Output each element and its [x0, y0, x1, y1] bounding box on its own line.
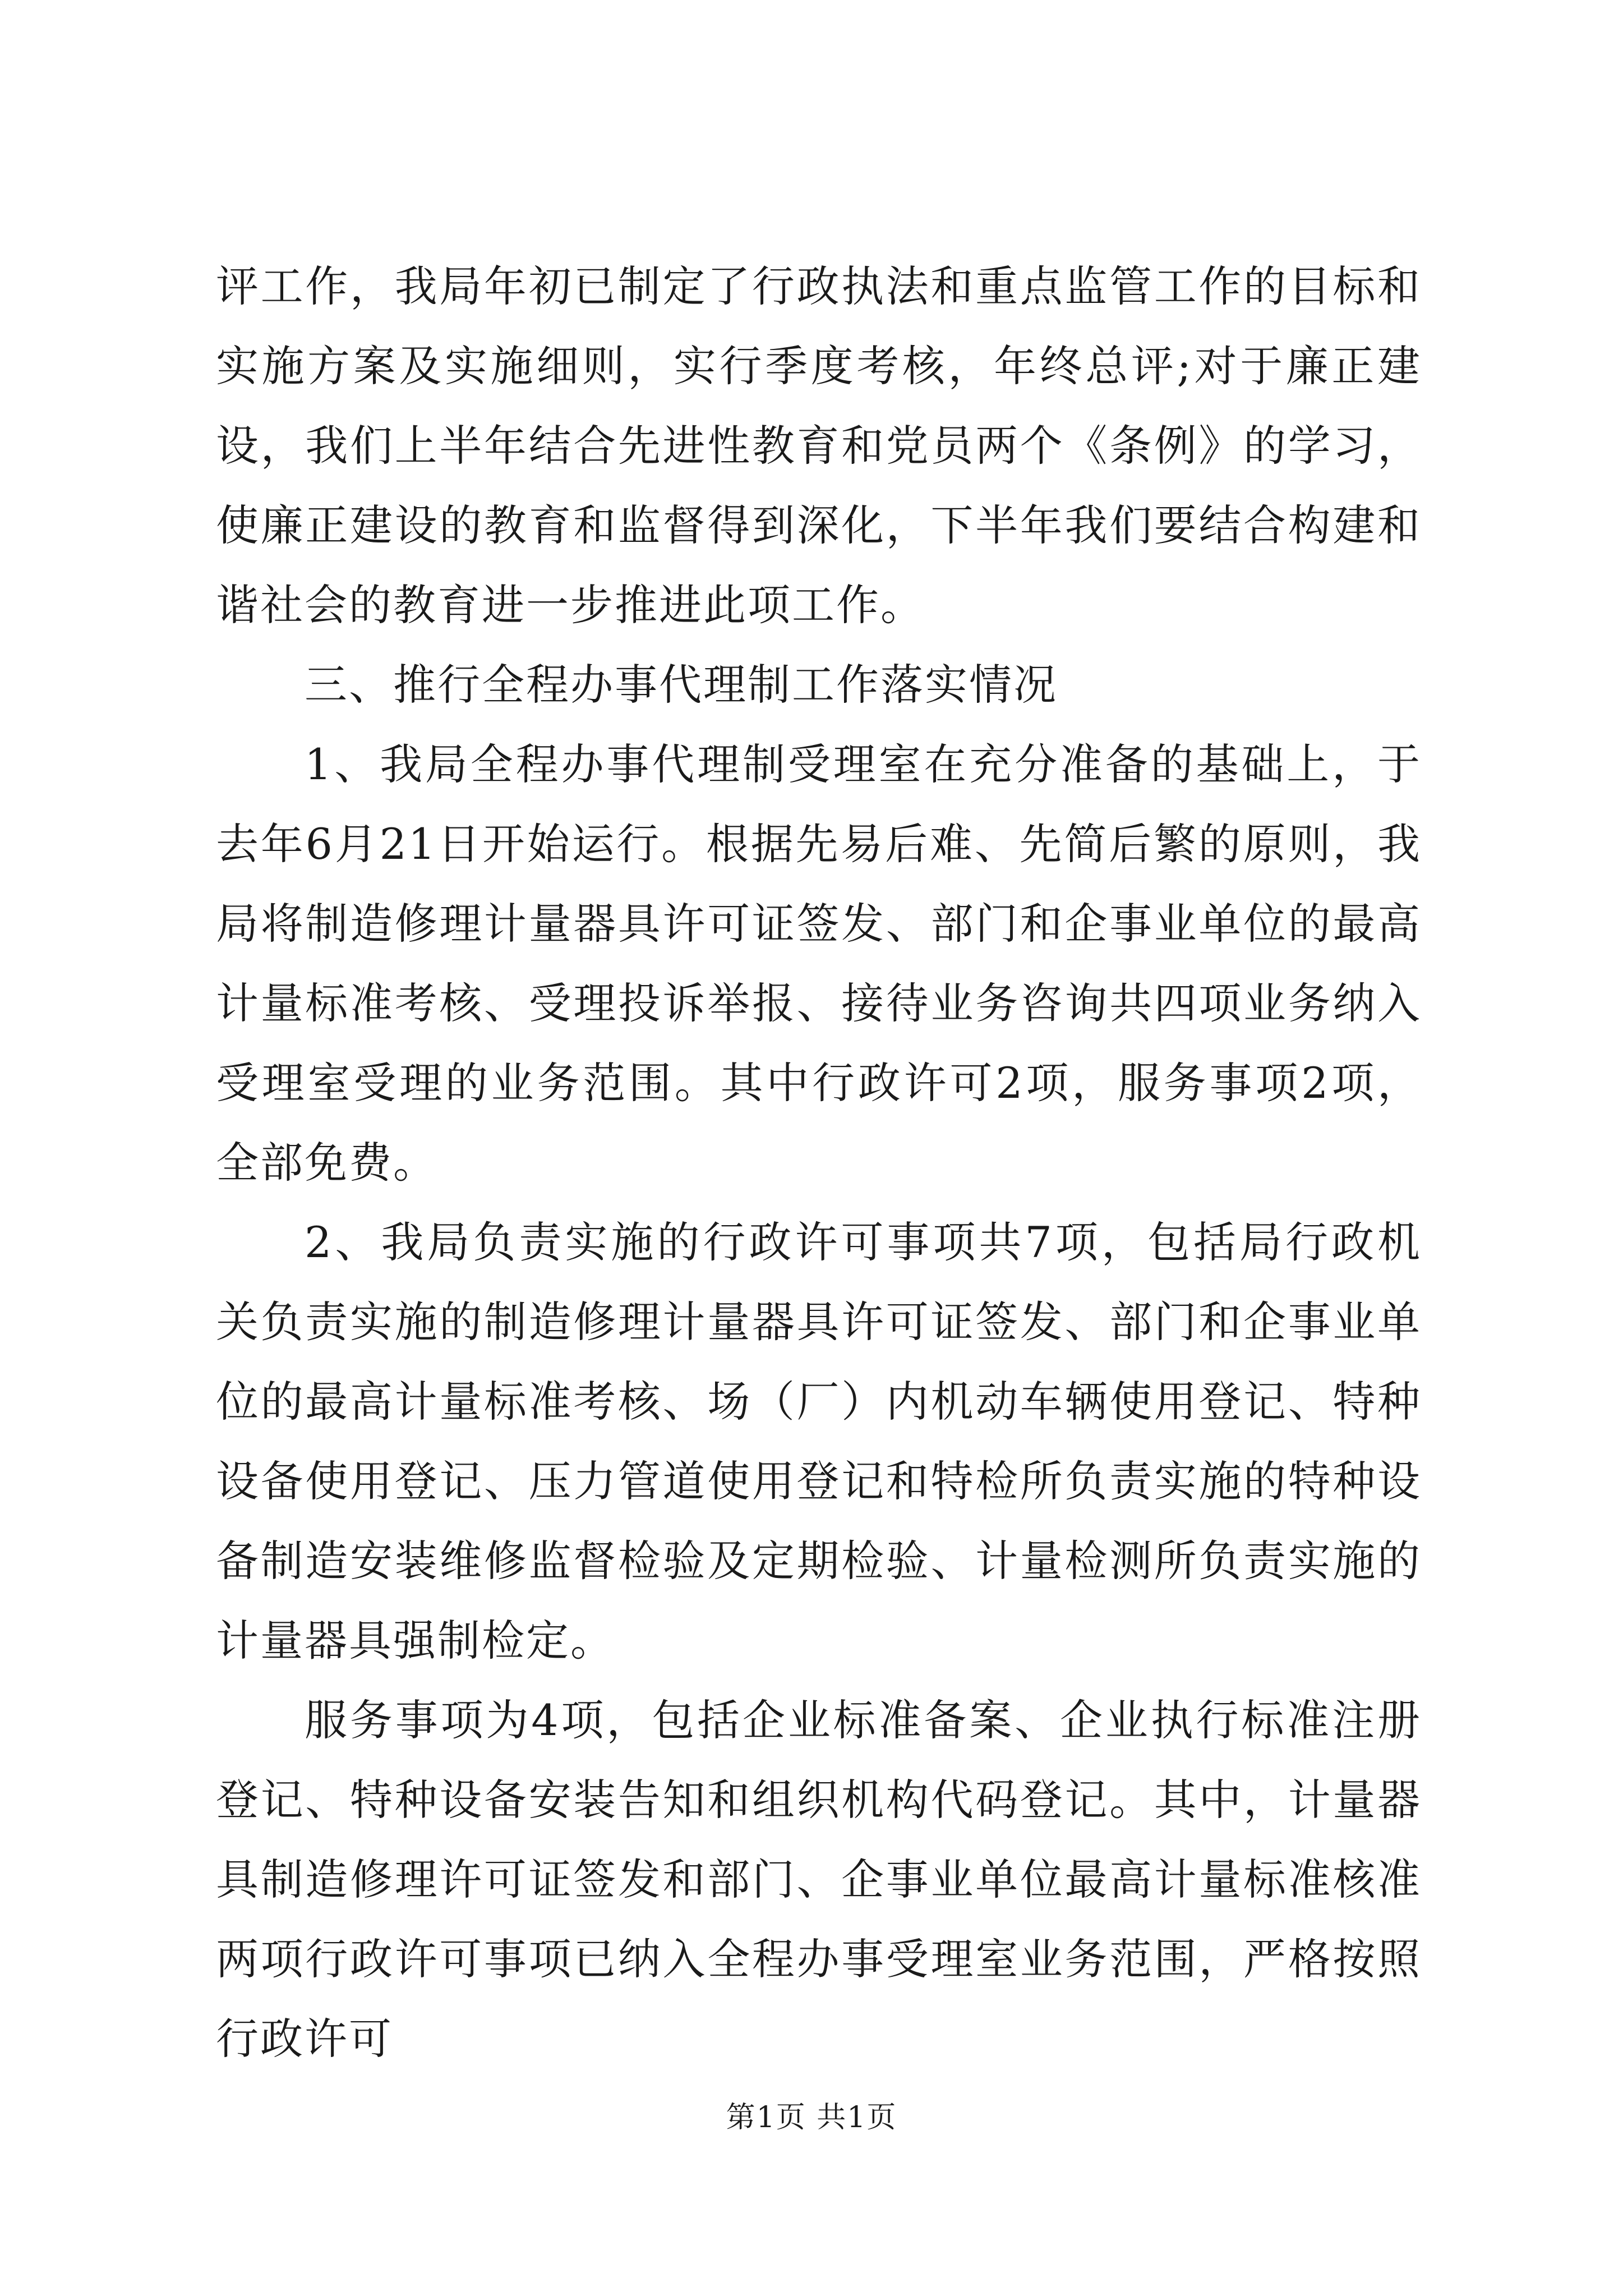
page-footer: 第1页 共1页 — [726, 2101, 897, 2134]
paragraph-2: 1、我局全程办事代理制受理室在充分准备的基础上，于去年6月21日开始运行。根据先易后难、先简后繁的原则，我局将制造修理计量器具许可证签发、部门和企事业单位的最高计量标准考核、受理投诉举报、接待业务咨询共四项业务纳入受理室受理的业务范围。其中行政许可2项，服务事项2项，全部免费。 — [216, 739, 1422, 1188]
document-body — [216, 247, 1422, 2079]
section-heading: 三、推行全程办事代理制工作落实情况 — [305, 660, 1058, 710]
paragraph-1: 评工作，我局年初已制定了行政执法和重点监管工作的目标和实施方案及实施细则，实行季度考核，年终总评;对于廉正建设，我们上半年结合先进性教育和党员两个《条例》的学习，使廉正建设的教育和监督得到深化，下半年我们要结合构建和谐社会的教育进一步推进此项工作。 — [216, 261, 1422, 630]
paragraph-4: 服务事项为4项，包括企业标准备案、企业执行标准注册登记、特种设备安装告知和组织机构代码登记。其中，计量器具制造修理许可证签发和部门、企事业单位最高计量标准核准两项行政许可事项已纳入全程办事受理室业务范围，严格按照行政许可 — [216, 1695, 1422, 2064]
paragraph-3: 2、我局负责实施的行政许可事项共7项，包括局行政机关负责实施的制造修理计量器具许可证签发、部门和企事业单位的最高计量标准考核、场（厂）内机动车辆使用登记、特种设备使用登记、压力管道使用登记和特检所负责实施的特种设备制造安装维修监督检验及定期检验、计量检测所负责实施的计量器具强制检定。 — [216, 1217, 1422, 1665]
